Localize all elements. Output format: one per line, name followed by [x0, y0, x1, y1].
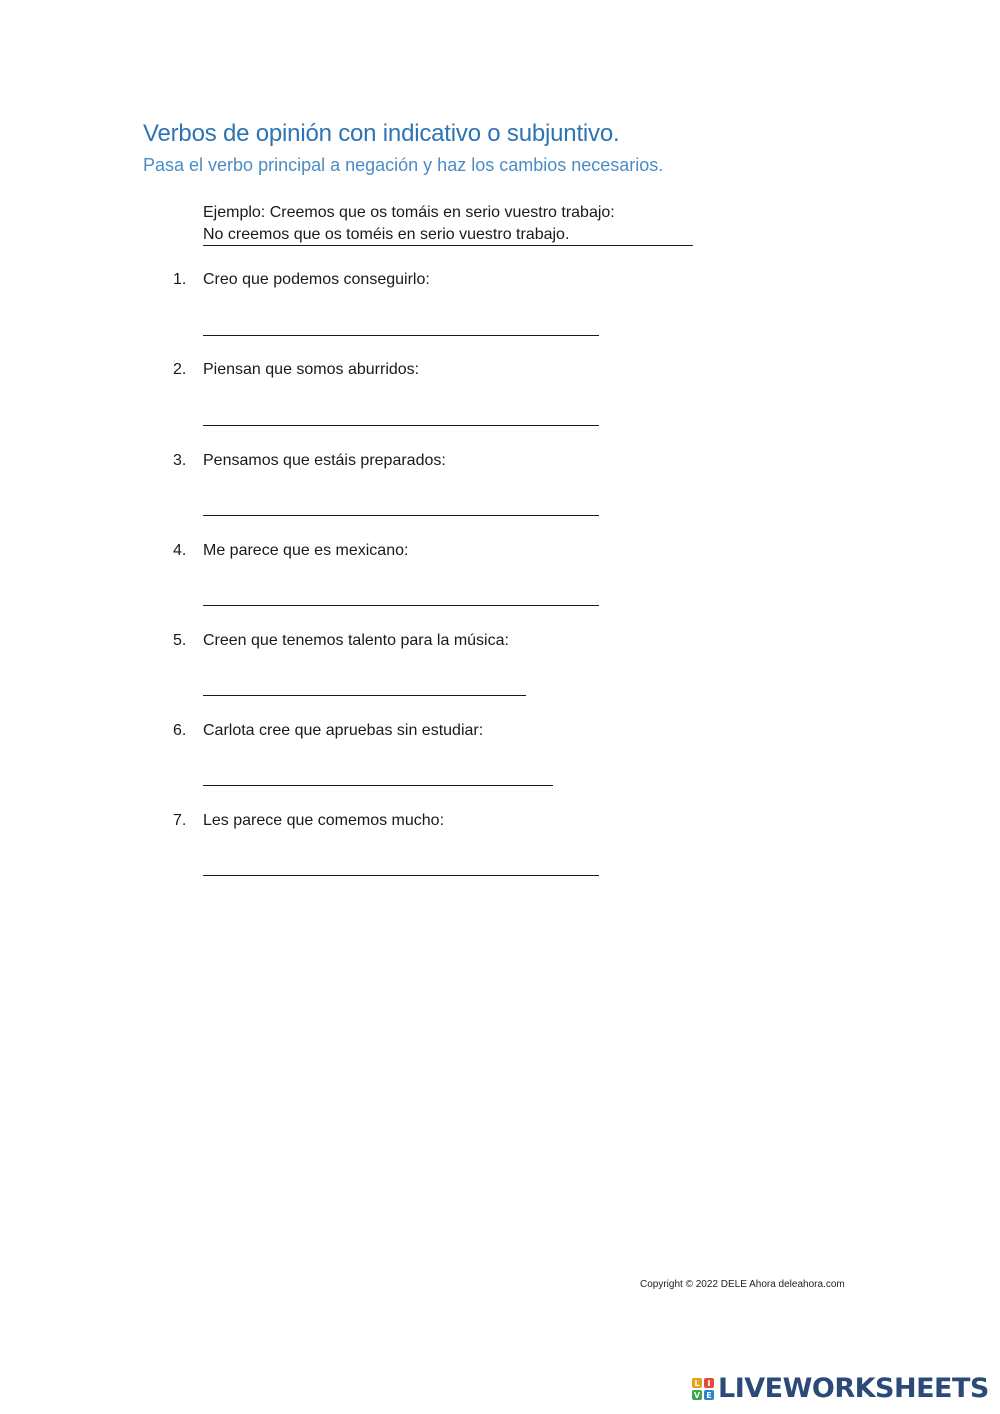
answer-input-2[interactable] [203, 402, 599, 424]
answer-input-6[interactable] [203, 762, 553, 784]
question-number: 4. [173, 542, 187, 559]
question-text: Carlota cree que apruebas sin estudiar: [203, 722, 484, 739]
copyright-notice: Copyright © 2022 DELE Ahora deleahora.com [640, 1279, 845, 1290]
question-number: 5. [173, 632, 187, 649]
logo-tile-v: V [693, 1390, 701, 1400]
question-number: 6. [173, 722, 187, 739]
example-answer [203, 226, 693, 246]
question-text: Creo que podemos conseguirlo: [203, 271, 430, 288]
question-text: Pensamos que estáis preparados: [203, 452, 446, 469]
liveworksheets-logo-icon [692, 1378, 714, 1400]
page-subtitle: Pasa el verbo principal a negación y haz los cambios necesarios. [143, 155, 664, 175]
question-text: Me parece que es mexicano: [203, 542, 409, 559]
answer-line-5 [203, 695, 526, 696]
logo-tile-e: E [704, 1390, 714, 1400]
example-prompt: Ejemplo: Creemos que os tomáis en serio vuestro trabajo: [203, 204, 615, 221]
answer-line-6 [203, 785, 553, 786]
answer-input-7[interactable] [203, 852, 599, 874]
answer-line-1 [203, 335, 599, 336]
liveworksheets-logo[interactable] [692, 1374, 989, 1404]
answer-line-3 [203, 515, 599, 516]
answer-line-4 [203, 605, 599, 606]
answer-input-1[interactable] [203, 312, 599, 334]
answer-input-5[interactable] [203, 672, 526, 694]
question-number: 3. [173, 452, 187, 469]
answer-input-4[interactable] [203, 582, 599, 604]
question-number: 1. [173, 271, 187, 288]
page-title: Verbos de opinión con indicativo o subjuntivo. [143, 120, 620, 147]
question-text: Creen que tenemos talento para la música: [203, 632, 509, 649]
question-text: Piensan que somos aburridos: [203, 361, 420, 378]
logo-tile-l: L [692, 1378, 702, 1388]
liveworksheets-logo-text: LIVEWORKSHEETS [718, 1373, 989, 1404]
answer-input-3[interactable] [203, 492, 599, 514]
example-answer-text: No creemos que os toméis en serio vuestro trabajo. [203, 226, 570, 243]
logo-tile-i: I [704, 1378, 714, 1388]
question-number: 7. [173, 812, 187, 829]
question-text: Les parece que comemos mucho: [203, 812, 445, 829]
answer-line-2 [203, 425, 599, 426]
question-number: 2. [173, 361, 187, 378]
answer-line-7 [203, 875, 599, 876]
